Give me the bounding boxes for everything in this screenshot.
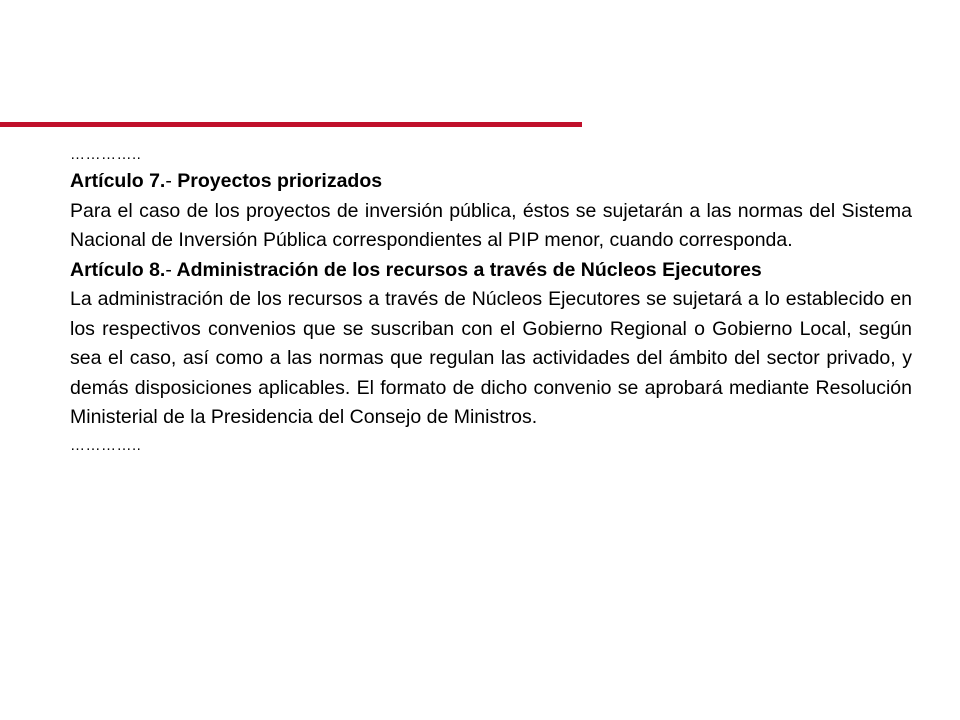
- ellipsis-bottom: …………..: [70, 436, 142, 454]
- red-divider-rule: [0, 122, 582, 127]
- article-8-body: La administración de los recursos a través de Núcleos Ejecutores se sujetará a lo establecido en los respectivos convenios que se suscriban con el Gobierno Regional o Gobierno Local, según sea el caso, así como a las normas que regulan las actividades del ámbito del sector privado, y demás disposiciones aplicables. El formato de dicho convenio se aprobará mediante Resolución Ministerial de la Presidencia del Consejo de Ministros.: [70, 288, 912, 428]
- document-body: [70, 143, 912, 459]
- ellipsis-top: …………..: [70, 146, 142, 163]
- article-7-separator: -: [165, 170, 172, 192]
- article-7-body: Para el caso de los proyectos de inversión pública, éstos se sujetarán a las normas del Sistema Nacional de Inversión Pública correspondientes al PIP menor, cuando corresponda.: [70, 199, 912, 251]
- article-7-label: Artículo 7.: [70, 170, 166, 192]
- article-8-title: Administración de los recursos a través de Núcleos Ejecutores: [171, 258, 762, 281]
- article-8-heading: [70, 256, 912, 286]
- article-8-label: Artículo 8.: [70, 258, 166, 281]
- article-7-heading: [70, 167, 912, 197]
- article-8-separator: -: [165, 258, 172, 281]
- article-7-title: Proyectos priorizados: [171, 170, 383, 192]
